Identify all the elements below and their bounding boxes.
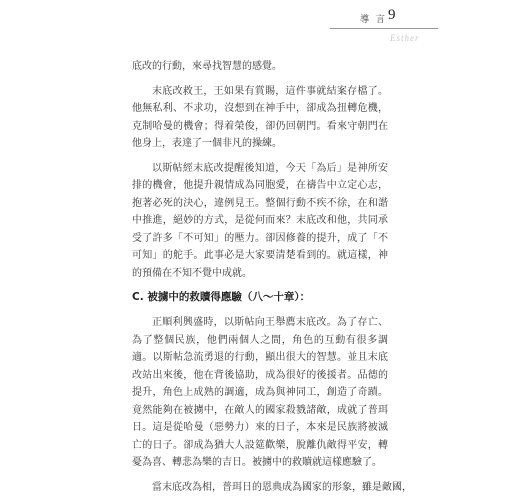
running-head-section-title: 導 言 xyxy=(360,15,387,25)
page-header xyxy=(0,0,520,48)
paragraph-truncated: 當末底改為相，普珥日的恩典成為國家的形象，雖是敵國， xyxy=(152,481,412,493)
header-divider xyxy=(330,28,438,29)
body-text xyxy=(132,58,412,503)
section-heading: C. 被擄中的救贖得應驗（八～十章）： xyxy=(132,291,311,303)
paragraph: 正順利興盛時，以斯帖向王舉薦末底改。為了存亡、為了整個民族，他們兩個人之間，角色的互動有很多調適。以斯帖急流勇退的行動，顯出很大的智慧。並且末底改站出來後，他在背後協助，成為很好的後援者。品德的提升，角色上成熟的調適，成為與神同工，創造了奇蹟。竟然能夠在被擄中，在敵人的國家殺戮諸敵，成就了普珥日。這是從哈曼（惡勢力）來的日子，本來是民族將被滅亡的日子。卻成為猶大人設筵歡樂，脫離仇敵得平安，轉憂為喜、轉悲為樂的吉日。被擄中的救贖就這樣應驗了。 xyxy=(132,317,388,468)
paragraph: 以斯帖經末底改提醒後知道，今天「為后」是神所安排的機會，他提升親情成為同胞愛，在禱告中立定心志，抱著必死的決心，違例見王。整個行動不疾不徐，在和諧中推進，絕妙的方式，是從何而來？末底改和他，共同承受了許多「不可知」的壓力。卻因修養的提升，成了「不可知」的舵手。此事必是大家要清楚看到的。就這樣，神的預備在不知不覺中成就。 xyxy=(132,162,388,279)
paragraph: 末底改救王，王如果有賞賜，這件事就結案存檔了。他無私利、不求功，沒想到在神手中，卻成為扭轉危機，克制哈曼的機會；得着榮俊，卻仍回朝門。看來守朝門在他身上，表達了一個非凡的操練。 xyxy=(132,85,388,149)
paragraph-continued: 底改的行動，來尋找智慧的感覺。 xyxy=(132,61,282,72)
page-number: 9 xyxy=(388,7,396,23)
running-head-subtitle: Esther xyxy=(390,33,420,43)
